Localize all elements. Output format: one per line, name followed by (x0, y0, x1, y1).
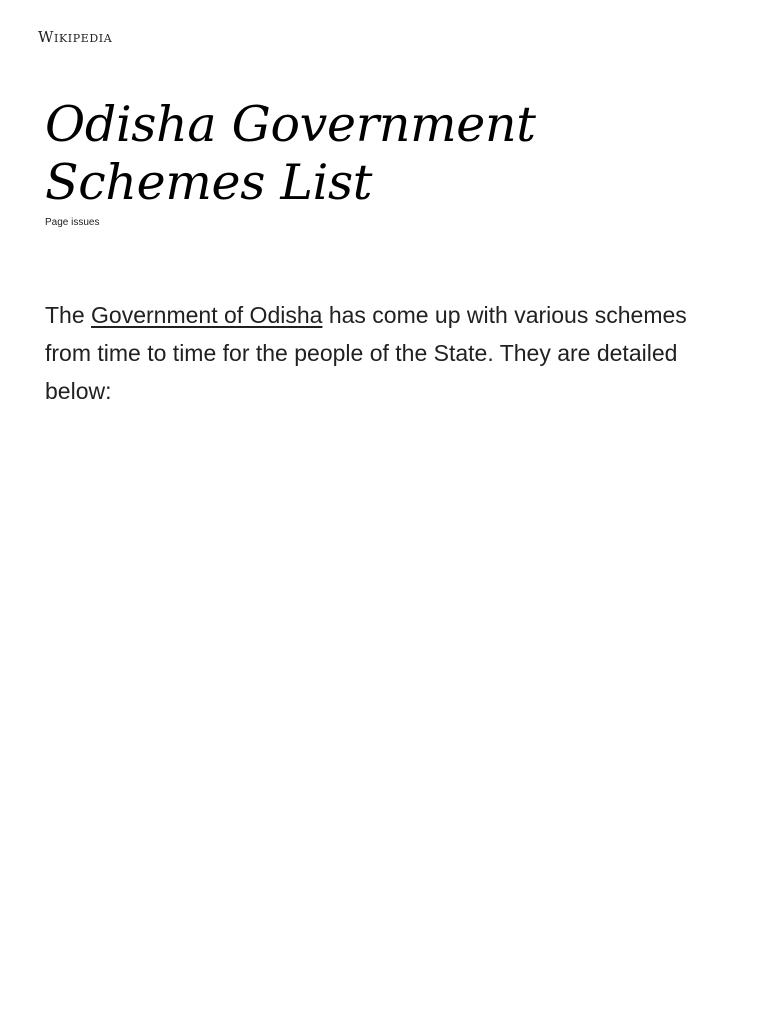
intro-paragraph (45, 296, 725, 410)
intro-text-before-link: The (45, 302, 92, 328)
wikipedia-wordmark-logo[interactable]: Wikipedia (38, 28, 113, 46)
intro-text-after-link: has come up with various schemes from time to time for the people of the State. They are detailed below: (45, 302, 687, 404)
page-issues-link[interactable]: Page issues (45, 217, 100, 228)
page-title: Odisha Government Schemes List (45, 96, 536, 211)
government-of-odisha-link[interactable]: Government of Odisha (91, 302, 323, 328)
site-header (38, 26, 112, 48)
article-header (45, 96, 725, 230)
